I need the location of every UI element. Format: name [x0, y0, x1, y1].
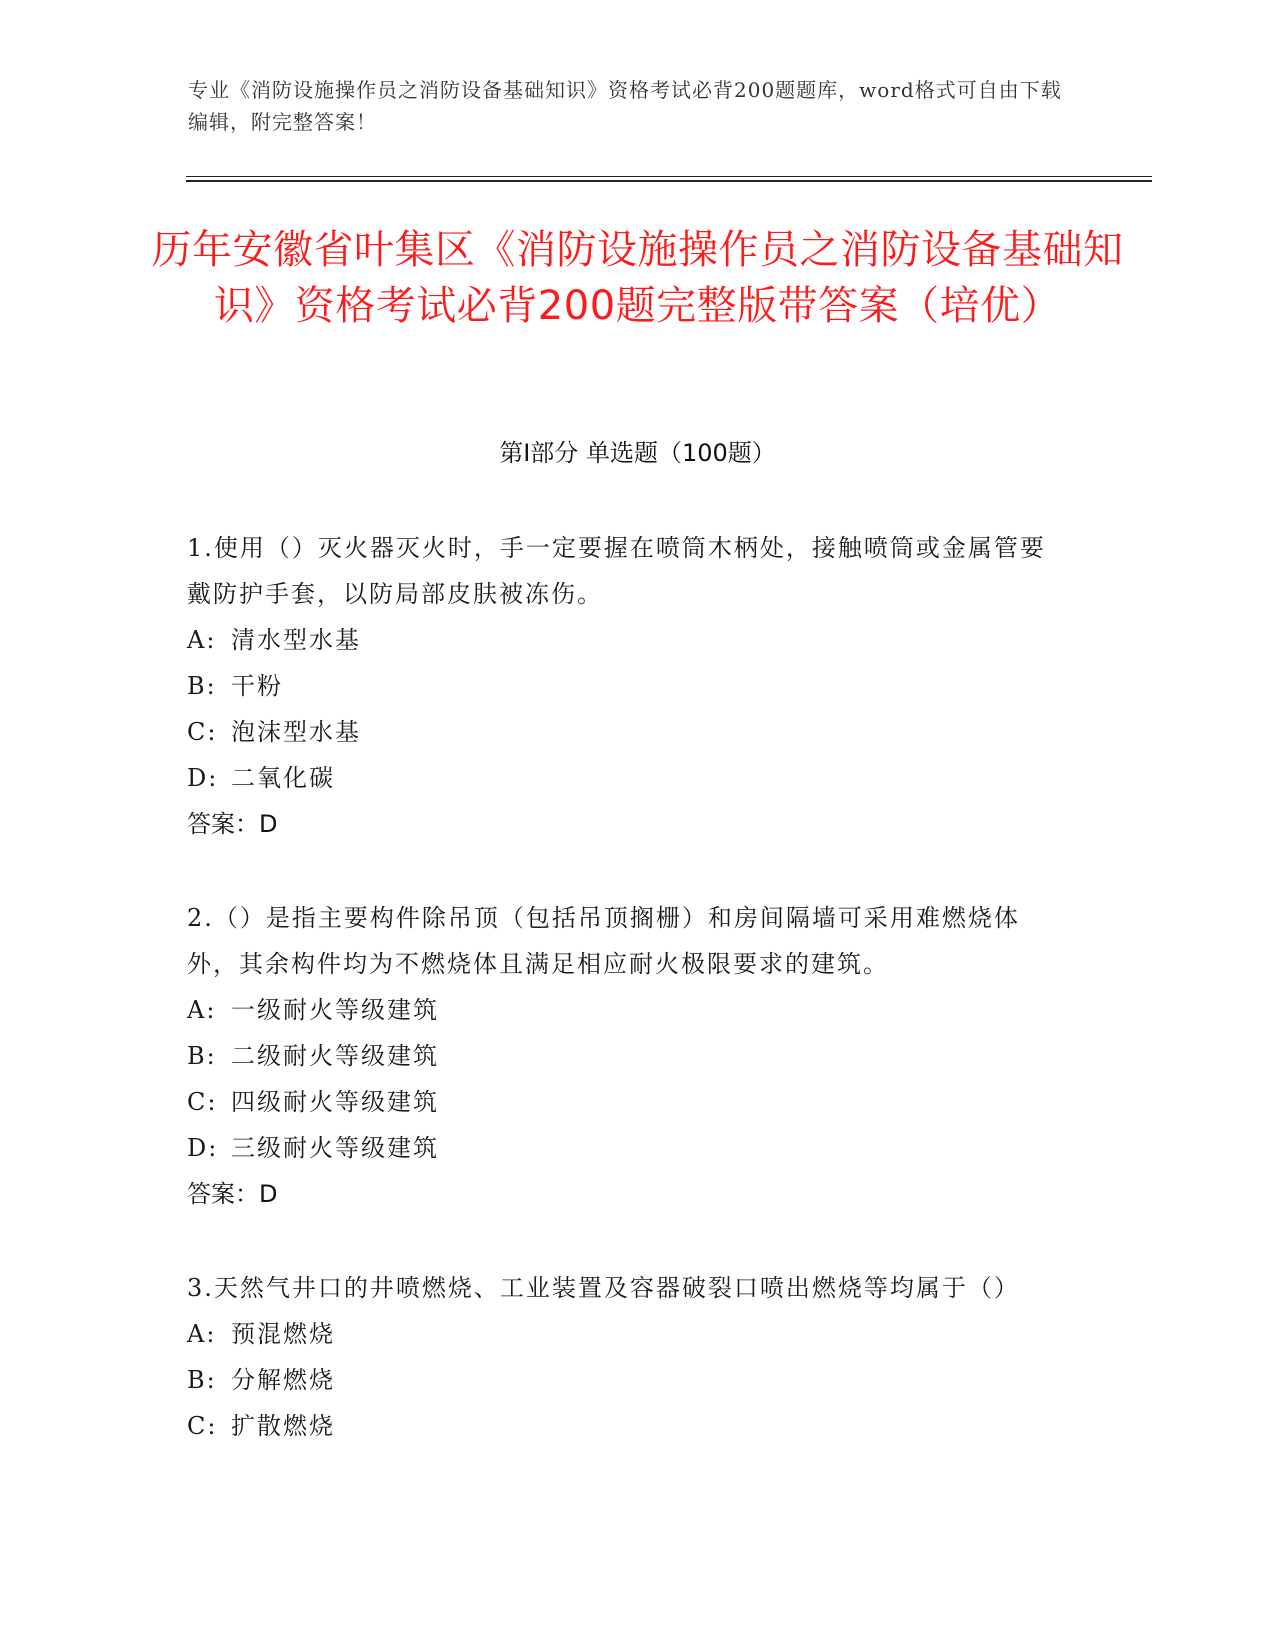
option-b [187, 663, 1067, 709]
option-letter: C: [187, 718, 218, 746]
question-1 [187, 525, 1067, 847]
option-text: 预混燃烧 [231, 1320, 335, 1348]
option-c [187, 1079, 1067, 1125]
answer: 答案：D [187, 1180, 278, 1208]
question-stem: 3.天然气井口的井喷燃烧、工业装置及容器破裂口喷出燃烧等均属于（） [187, 1274, 1020, 1302]
question-stem: 2.（）是指主要构件除吊顶（包括吊顶搁栅）和房间隔墙可采用难燃烧体外，其余构件均为不燃烧体且满足相应耐火极限要求的建筑。 [187, 904, 1020, 978]
document-title: 历年安徽省叶集区《消防设施操作员之消防设备基础知识》资格考试必背200题完整版带答案（培优） [151, 227, 1124, 329]
option-letter: A: [187, 996, 217, 1024]
option-b [187, 1033, 1067, 1079]
option-letter: D: [187, 764, 219, 792]
option-d [187, 755, 1067, 801]
header-rule-thick [186, 180, 1152, 182]
option-text: 四级耐火等级建筑 [231, 1088, 439, 1116]
option-d [187, 1125, 1067, 1171]
question-2 [187, 895, 1067, 1217]
option-letter: D: [187, 1134, 219, 1162]
section-title: 第Ⅰ部分 单选题（100题） [499, 439, 776, 467]
option-text: 二级耐火等级建筑 [231, 1042, 439, 1070]
header-note: 专业《消防设施操作员之消防设备基础知识》资格考试必背200题题库，word格式可自由下载编辑，附完整答案！ [188, 78, 1062, 134]
option-letter: B: [187, 1366, 217, 1394]
question-stem: 1.使用（）灭火器灭火时，手一定要握在喷筒木柄处，接触喷筒或金属管要戴防护手套，以防局部皮肤被冻伤。 [187, 534, 1046, 608]
option-a [187, 617, 1067, 663]
option-text: 清水型水基 [231, 626, 361, 654]
option-text: 分解燃烧 [231, 1366, 335, 1394]
option-text: 泡沫型水基 [231, 718, 361, 746]
option-text: 一级耐火等级建筑 [231, 996, 439, 1024]
option-a [187, 987, 1067, 1033]
option-text: 扩散燃烧 [231, 1412, 335, 1440]
option-letter: A: [187, 1320, 217, 1348]
option-a [187, 1311, 1067, 1357]
question-3 [187, 1265, 1067, 1449]
option-text: 二氧化碳 [231, 764, 335, 792]
question-list [187, 525, 1067, 1449]
option-letter: A: [187, 626, 217, 654]
header-rule-thin [186, 176, 1152, 177]
option-c [187, 1403, 1067, 1449]
option-text: 三级耐火等级建筑 [231, 1134, 439, 1162]
option-letter: C: [187, 1088, 218, 1116]
option-c [187, 709, 1067, 755]
option-letter: C: [187, 1412, 218, 1440]
option-letter: B: [187, 1042, 217, 1070]
option-text: 干粉 [231, 672, 283, 700]
option-b [187, 1357, 1067, 1403]
option-letter: B: [187, 672, 217, 700]
answer: 答案：D [187, 810, 278, 838]
